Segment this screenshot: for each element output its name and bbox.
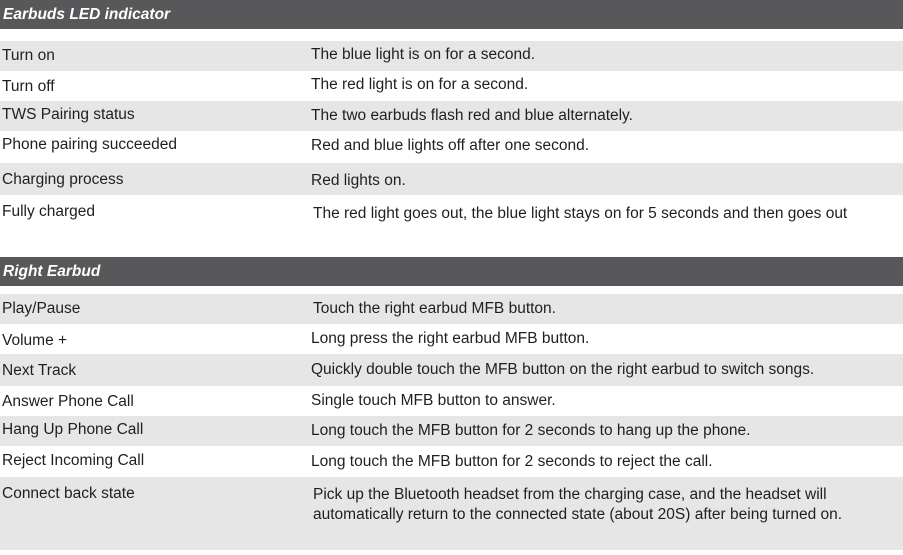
table-row <box>0 354 903 386</box>
row-key: Next Track <box>2 362 77 379</box>
row-key: Answer Phone Call <box>2 393 134 410</box>
row-value: The red light is on for a second. <box>311 76 529 93</box>
table-row <box>0 324 903 354</box>
table-row <box>0 71 903 101</box>
row-value: The blue light is on for a second. <box>311 46 536 63</box>
row-key: TWS Pairing status <box>2 106 135 123</box>
row-key: Connect back state <box>2 485 135 502</box>
row-key: Turn on <box>2 47 55 64</box>
table-row <box>0 446 903 477</box>
table-row <box>0 131 903 163</box>
row-value: Red lights on. <box>311 172 406 189</box>
section-header-led-indicator <box>0 0 903 29</box>
row-value: Single touch MFB button to answer. <box>311 392 556 409</box>
table-row <box>0 41 903 71</box>
row-value: Touch the right earbud MFB button. <box>313 300 556 317</box>
row-key: Volume + <box>2 332 68 349</box>
table-row <box>0 416 903 446</box>
row-key: Hang Up Phone Call <box>2 421 144 438</box>
table-row <box>0 477 903 550</box>
row-value: The red light goes out, the blue light stays on for 5 seconds and then goes out <box>313 205 848 222</box>
table-row <box>0 294 903 324</box>
row-key: Phone pairing succeeded <box>2 136 177 153</box>
row-key: Reject Incoming Call <box>2 452 145 469</box>
row-value: Long press the right earbud MFB button. <box>311 330 590 347</box>
row-value: Red and blue lights off after one second. <box>311 137 590 154</box>
row-value: Long touch the MFB button for 2 seconds to reject the call. <box>311 453 713 470</box>
row-value: Pick up the Bluetooth headset from the charging case, and the headset will automatically return to the connected state (about 20S) after being turned on. <box>313 486 843 523</box>
row-value: Long touch the MFB button for 2 seconds to hang up the phone. <box>311 422 751 439</box>
row-key: Turn off <box>2 78 55 95</box>
row-key: Charging process <box>2 171 124 188</box>
table-row <box>0 386 903 416</box>
table-row <box>0 163 903 195</box>
section-title: Right Earbud <box>3 262 101 280</box>
section-title: Earbuds LED indicator <box>3 5 171 23</box>
row-value: The two earbuds flash red and blue alternately. <box>311 107 633 124</box>
row-key: Fully charged <box>2 203 96 220</box>
table-row <box>0 101 903 131</box>
section-header-right-earbud <box>0 257 903 286</box>
row-key: Play/Pause <box>2 300 81 317</box>
table-row <box>0 195 903 247</box>
row-value: Quickly double touch the MFB button on the right earbud to switch songs. <box>311 361 815 378</box>
